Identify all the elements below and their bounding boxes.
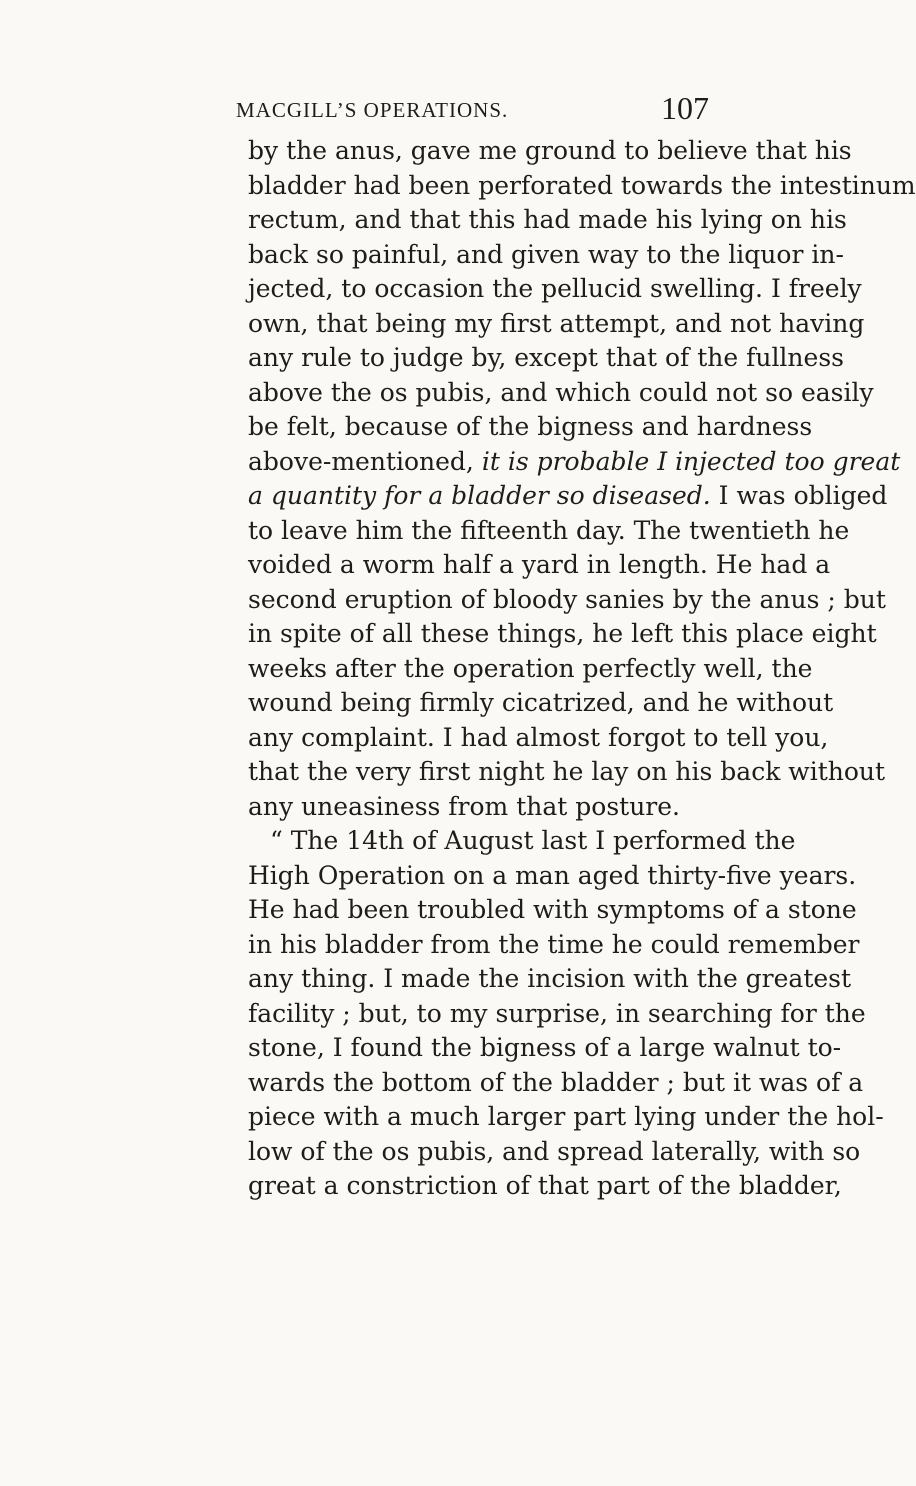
running-head bbox=[236, 90, 716, 124]
text-line: any uneasiness from that posture. bbox=[248, 791, 680, 821]
text-line: above the os pubis, and which could not so easily bbox=[248, 377, 874, 407]
text-line bbox=[248, 445, 901, 480]
text-line: any thing. I made the incision with the greatest bbox=[248, 964, 852, 993]
text-line: “ The 14th of August last I performed the bbox=[270, 826, 796, 855]
text-line: jected, to occasion the pellucid swelling. I freely bbox=[248, 274, 862, 303]
text-line: by the anus, gave me ground to believe that his bbox=[248, 136, 852, 165]
text-line: voided a worm half a yard in length. He had a bbox=[248, 550, 831, 579]
text-line: rectum, and that this had made his lying on his bbox=[248, 205, 847, 234]
text-line: second eruption of bloody sanies by the anus ; but bbox=[248, 584, 886, 614]
italic-text: it is probable I injected too great bbox=[481, 446, 901, 476]
page-number: 107 bbox=[661, 90, 709, 126]
text-line: weeks after the operation perfectly well, the bbox=[248, 653, 813, 683]
text-line: in spite of all these things, he left this place eight bbox=[248, 619, 877, 648]
text-line: wound being firmly cicatrized, and he without bbox=[248, 688, 834, 717]
text-line: in his bladder from the time he could remember bbox=[248, 929, 860, 959]
text-line: piece with a much larger part lying under the hol- bbox=[248, 1102, 884, 1131]
text-line: back so painful, and given way to the liquor in- bbox=[248, 239, 844, 269]
text-line: low of the os pubis, and spread laterally, with so bbox=[248, 1136, 861, 1166]
body-text bbox=[248, 134, 916, 1204]
text-line bbox=[248, 479, 888, 514]
text-line: High Operation on a man aged thirty-five years. bbox=[248, 860, 857, 890]
text-line: facility ; but, to my surprise, in searching for the bbox=[248, 998, 866, 1028]
text-segment: above-mentioned, bbox=[248, 446, 474, 476]
text-line: great a constriction of that part of the bladder, bbox=[248, 1171, 842, 1200]
running-head-title: MACGILL’S OPERATIONS. bbox=[236, 98, 509, 122]
text-line: to leave him the fifteenth day. The twentieth he bbox=[248, 515, 850, 545]
text-line: stone, I found the bigness of a large walnut to- bbox=[248, 1033, 842, 1062]
text-line: any complaint. I had almost forgot to tell you, bbox=[248, 722, 829, 752]
text-line: be felt, because of the bigness and hardness bbox=[248, 412, 813, 441]
text-line: He had been troubled with symptoms of a stone bbox=[248, 895, 857, 924]
text-line: any rule to judge by, except that of the fullness bbox=[248, 343, 844, 372]
text-line: that the very first night he lay on his back without bbox=[248, 757, 886, 786]
text-line: bladder had been perforated towards the intestinum bbox=[248, 170, 916, 200]
text-segment: I was obliged bbox=[718, 481, 888, 510]
italic-text: a quantity for a bladder so diseased. bbox=[248, 481, 711, 510]
text-line: wards the bottom of the bladder ; but it was of a bbox=[248, 1067, 864, 1097]
text-line: own, that being my first attempt, and not having bbox=[248, 308, 865, 338]
